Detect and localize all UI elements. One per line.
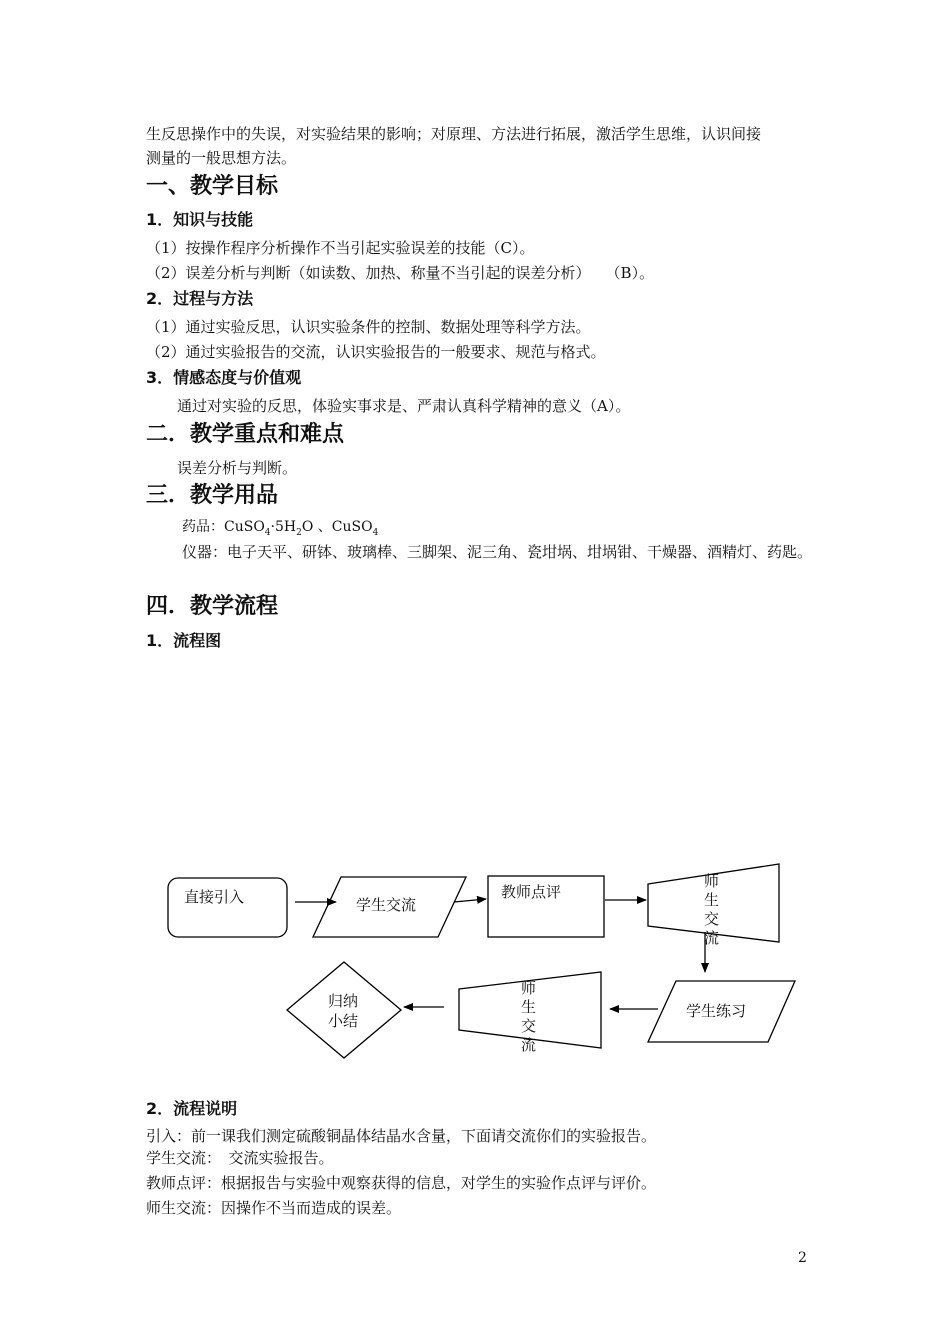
flow-node-summary-label-1: 归纳 — [328, 992, 359, 1010]
flow-node-ts1-char-4: 流 — [704, 929, 720, 947]
flow-desc-4: 师生交流：因操作不当而造成的误差。 — [146, 1199, 402, 1217]
flow-node-ts2-char-4: 流 — [521, 1036, 537, 1054]
flow-desc-3: 教师点评：根据报告与实验中观察获得的信息，对学生的实验作点评与评价。 — [146, 1174, 657, 1192]
page-number: 2 — [798, 1250, 807, 1266]
flow-node-intro — [168, 878, 287, 937]
section-1-item-5: 通过对实验的反思，体验实事求是、严肃认真科学精神的意义（A）。 — [177, 397, 631, 415]
section-1-item-3: （1）通过实验反思，认识实验条件的控制、数据处理等科学方法。 — [146, 318, 591, 336]
flow-node-summary — [287, 962, 401, 1058]
flow-desc-2: 学生交流： 交流实验报告。 — [146, 1149, 334, 1167]
section-1-title: 一、教学目标 — [146, 174, 279, 199]
flow-desc-1: 引入：前一课我们测定硫酸铜晶体结晶水含量，下面请交流你们的实验报告。 — [146, 1127, 657, 1145]
section-2-title: 二．教学重点和难点 — [146, 422, 345, 447]
flow-node-ts2-char-2: 生 — [521, 998, 537, 1016]
section-1-sub-1: 1．知识与技能 — [146, 210, 254, 229]
section-1-item-2: （2）误差分析与判断（如读数、加热、称量不当引起的误差分析） （B）。 — [146, 264, 655, 282]
flow-node-ts1-char-2: 生 — [704, 891, 720, 909]
flow-node-ts2-char-1: 师 — [521, 979, 537, 997]
flow-arrow-2 — [454, 899, 486, 902]
intro-line-2: 测量的一般思想方法。 — [146, 149, 297, 167]
section-4-title: 四．教学流程 — [146, 594, 279, 619]
flow-node-ts1-char-1: 师 — [704, 872, 720, 890]
instruments-line: 仪器：电子天平、研钵、玻璃棒、三脚架、泥三角、瓷坩埚、坩埚钳、干燥器、酒精灯、药匙。 — [182, 543, 813, 561]
section-2-body: 误差分析与判断。 — [177, 459, 298, 477]
flow-node-summary-label-2: 小结 — [328, 1012, 359, 1030]
section-4-sub-1: 1．流程图 — [146, 631, 222, 650]
flow-node-teacher-review-label: 教师点评 — [501, 883, 562, 901]
flow-node-ts1-char-3: 交 — [704, 910, 720, 928]
intro-line-1: 生反思操作中的失误，对实验结果的影响；对原理、方法进行拓展，激活学生思维，认识间接 — [146, 125, 762, 143]
section-1-item-4: （2）通过实验报告的交流，认识实验报告的一般要求、规范与格式。 — [146, 343, 606, 361]
flow-node-intro-label: 直接引入 — [184, 888, 245, 906]
section-1-sub-3: 3．情感态度与价值观 — [146, 368, 302, 387]
flow-node-student-practice-label: 学生练习 — [686, 1002, 747, 1020]
flow-node-student-exchange-label: 学生交流 — [356, 896, 417, 914]
section-1-sub-2: 2．过程与方法 — [146, 289, 254, 308]
flow-node-ts2-char-3: 交 — [521, 1017, 537, 1035]
section-1-item-1: （1）按操作程序分析操作不当引起实验误差的技能（C）。 — [146, 239, 535, 257]
section-3-title: 三．教学用品 — [146, 483, 279, 508]
drugs-line: 药品：$CuSO_4\cdot 5H_2O$ 、CuSO$_4$ — [182, 519, 379, 538]
section-4-sub-2: 2．流程说明 — [146, 1099, 238, 1118]
